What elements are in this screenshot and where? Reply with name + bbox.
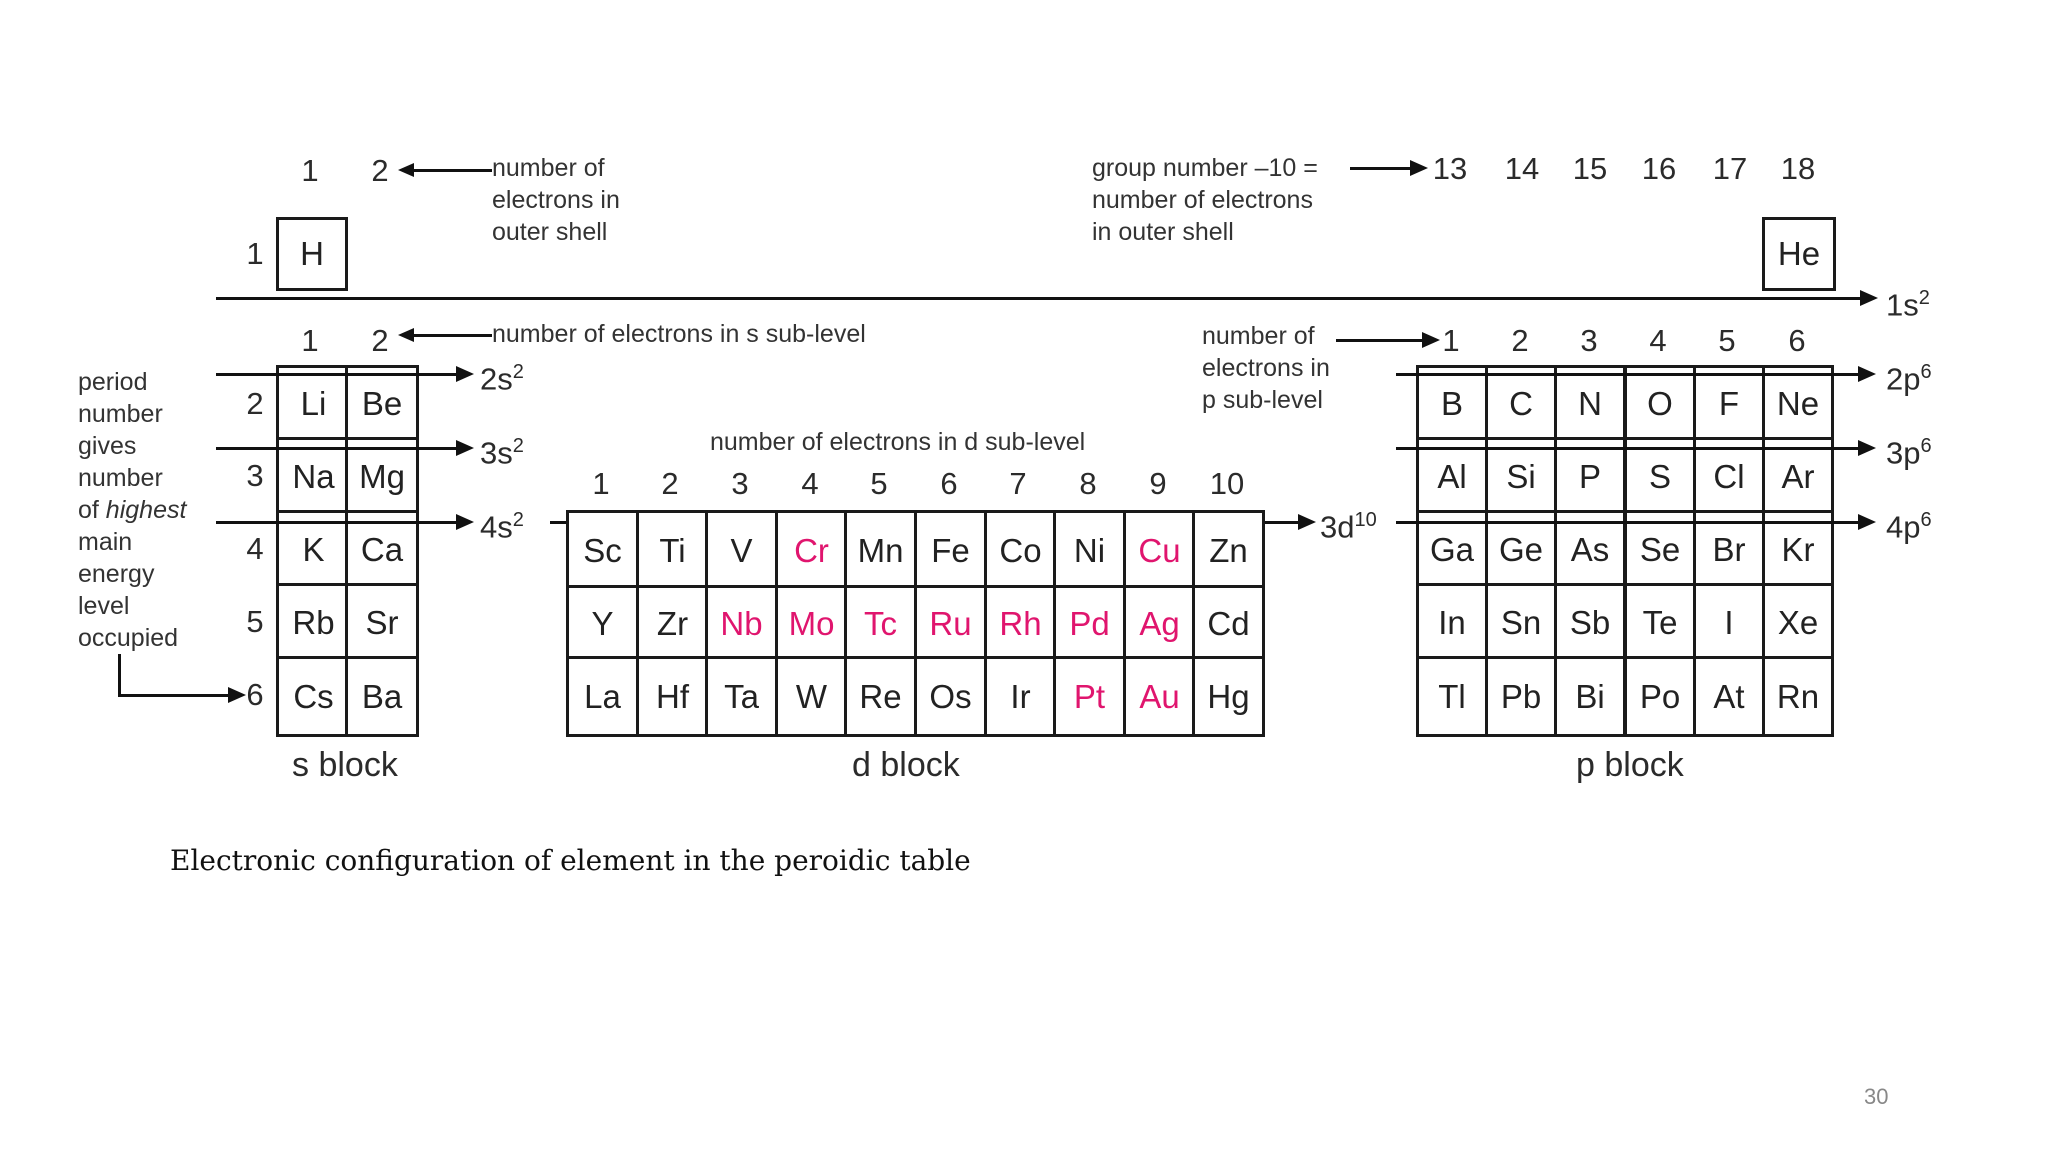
arrow-right-icon (1858, 366, 1876, 382)
page-number: 30 (1864, 1084, 1889, 1109)
p-group-3-label: 3 (1580, 323, 1598, 358)
label-1s: $1s^2$ (1886, 287, 1930, 323)
element-sr: Sr (345, 583, 419, 662)
group-15-label: 15 (1572, 151, 1608, 186)
group-14-label: 14 (1504, 151, 1540, 186)
element-mo: Mo (775, 585, 848, 662)
d-group-8-label: 8 (1079, 466, 1097, 501)
arrow-right-icon (456, 366, 474, 382)
d-group-7-label: 7 (1009, 466, 1027, 501)
label-3p6: $3p^6$ (1886, 435, 1932, 471)
element-cd: Cd (1192, 585, 1265, 662)
element-se: Se (1624, 510, 1696, 589)
group-17-label: 17 (1712, 151, 1748, 186)
note-d-sublevel: number of electrons in d sub-level (710, 428, 1086, 456)
element-ir: Ir (984, 656, 1057, 737)
note-s-sublevel: number of electrons in s sub-level (492, 320, 866, 348)
p-group-2-label: 2 (1511, 323, 1529, 358)
element-w: W (775, 656, 848, 737)
element-n: N (1554, 365, 1626, 443)
element-ti: Ti (636, 510, 709, 591)
element-sb: Sb (1554, 583, 1626, 662)
element-i: I (1693, 583, 1765, 662)
d-block-label: d block (852, 746, 960, 784)
label-2p6: $2p^6$ (1886, 361, 1932, 397)
element-pt: Pt (1053, 656, 1126, 737)
group-13-label: 13 (1432, 151, 1468, 186)
element-te: Te (1624, 583, 1696, 662)
s-block-label: s block (292, 746, 398, 784)
label-2s2: $2s^2$ (480, 361, 524, 397)
element-ru: Ru (914, 585, 987, 662)
element-zn: Zn (1192, 510, 1265, 591)
element-hf: Hf (636, 656, 709, 737)
element-kr: Kr (1762, 510, 1834, 589)
element-ga: Ga (1416, 510, 1488, 589)
s-group-1-label: 1 (301, 323, 319, 358)
period-3-label: 3 (246, 458, 264, 493)
p-group-5-label: 5 (1718, 323, 1736, 358)
d-group-9-label: 9 (1149, 466, 1167, 501)
element-be: Be (345, 365, 419, 443)
element-br: Br (1693, 510, 1765, 589)
group-18-label: 18 (1780, 151, 1816, 186)
arrow-right-icon (1858, 440, 1876, 456)
element-hg: Hg (1192, 656, 1265, 737)
element-sn: Sn (1485, 583, 1557, 662)
s-group-2-label: 2 (371, 323, 389, 358)
label-4p6: $4p^6$ (1886, 509, 1932, 545)
element-p: P (1554, 437, 1626, 516)
p-group-4-label: 4 (1649, 323, 1667, 358)
element-cs: Cs (276, 656, 351, 737)
element-mg: Mg (345, 437, 419, 516)
label-3s2: $3s^2$ (480, 435, 524, 471)
element-pb: Pb (1485, 656, 1557, 737)
element-as: As (1554, 510, 1626, 589)
note-period: period number gives number of highest main energy level occupied (78, 368, 187, 652)
element-fe: Fe (914, 510, 987, 591)
element-y: Y (566, 585, 639, 662)
label-4s2: $4s^2$ (480, 509, 524, 545)
period-5-label: 5 (246, 604, 264, 639)
period-2-label: 2 (246, 386, 264, 421)
d-group-2-label: 2 (661, 466, 679, 501)
group-16-label: 16 (1641, 151, 1677, 186)
group-2-label: 2 (371, 153, 389, 188)
period-6-label: 6 (246, 677, 264, 712)
element-o: O (1624, 365, 1696, 443)
arrow-right-icon (1858, 514, 1876, 530)
element-at: At (1693, 656, 1765, 737)
element-cr: Cr (775, 510, 848, 591)
arrow-right-icon (1298, 514, 1316, 530)
element-mn: Mn (844, 510, 917, 591)
element-zr: Zr (636, 585, 709, 662)
d-group-3-label: 3 (731, 466, 749, 501)
element-s: S (1624, 437, 1696, 516)
element-co: Co (984, 510, 1057, 591)
element-xe: Xe (1762, 583, 1834, 662)
d-group-10-label: 10 (1209, 466, 1245, 501)
element-ca: Ca (345, 510, 419, 589)
element-na: Na (276, 437, 351, 516)
element-he: He (1762, 217, 1836, 291)
element-c: C (1485, 365, 1557, 443)
element-la: La (566, 656, 639, 737)
arrow-right-icon (456, 514, 474, 530)
element-tc: Tc (844, 585, 917, 662)
group-1-label: 1 (301, 153, 319, 188)
arrow-right-icon (1860, 290, 1878, 306)
element-os: Os (914, 656, 987, 737)
note-outer-shell: number of electrons in outer shell (492, 154, 620, 246)
d-group-5-label: 5 (870, 466, 888, 501)
label-3d10: $3d^{10}$ (1320, 509, 1377, 545)
element-si: Si (1485, 437, 1557, 516)
p-block-label: p block (1576, 746, 1684, 784)
element-po: Po (1624, 656, 1696, 737)
element-in: In (1416, 583, 1488, 662)
d-group-1-label: 1 (592, 466, 610, 501)
element-h: H (276, 217, 348, 291)
element-ge: Ge (1485, 510, 1557, 589)
element-ta: Ta (705, 656, 778, 737)
element-re: Re (844, 656, 917, 737)
p-group-1-label: 1 (1442, 323, 1460, 358)
element-tl: Tl (1416, 656, 1488, 737)
element-au: Au (1123, 656, 1196, 737)
element-bi: Bi (1554, 656, 1626, 737)
arrow-right-icon (1410, 160, 1428, 176)
d-group-6-label: 6 (940, 466, 958, 501)
element-sc: Sc (566, 510, 639, 591)
period-1-label: 1 (246, 236, 264, 271)
p-group-6-label: 6 (1788, 323, 1806, 358)
element-b: B (1416, 365, 1488, 443)
element-cu: Cu (1123, 510, 1196, 591)
element-k: K (276, 510, 351, 589)
element-al: Al (1416, 437, 1488, 516)
element-rb: Rb (276, 583, 351, 662)
element-rh: Rh (984, 585, 1057, 662)
element-ne: Ne (1762, 365, 1834, 443)
element-v: V (705, 510, 778, 591)
element-f: F (1693, 365, 1765, 443)
figure-caption: Electronic configuration of element in the peroidic table (170, 844, 971, 877)
note-p-sublevel: number of electrons in p sub-level (1202, 322, 1330, 414)
d-group-4-label: 4 (801, 466, 819, 501)
note-group-minus-10: group number –10 = number of electrons in outer shell (1092, 154, 1318, 246)
element-cl: Cl (1693, 437, 1765, 516)
arrow-right-icon (456, 440, 474, 456)
period-1-line (216, 297, 1862, 300)
element-ar: Ar (1762, 437, 1834, 516)
period-4-label: 4 (246, 531, 264, 566)
element-pd: Pd (1053, 585, 1126, 662)
element-ba: Ba (345, 656, 419, 737)
element-rn: Rn (1762, 656, 1834, 737)
element-ni: Ni (1053, 510, 1126, 591)
element-li: Li (276, 365, 351, 443)
element-ag: Ag (1123, 585, 1196, 662)
element-nb: Nb (705, 585, 778, 662)
